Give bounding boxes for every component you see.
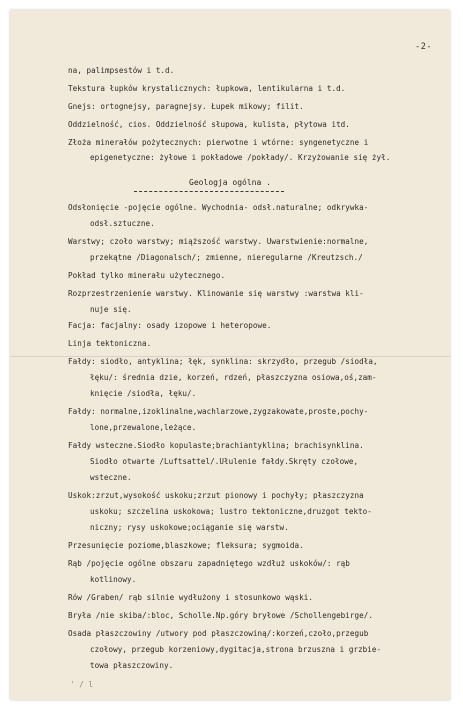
text-line: Rąb /pojęcie ogólne obszaru zapadniętego wzdłuż uskoków/: rąb (68, 559, 350, 568)
text-line: Bryła /nie skiba/:bloc, Scholle.Np.góry bryłowe /Schollengebirge/. (68, 611, 374, 620)
text-line: Pokład tylko minerału użytecznego. (68, 271, 226, 280)
text-line: Tekstura łupków krystalicznych: łupkowa, lentikularna i t.d. (68, 84, 346, 93)
text-line: czołowy, przegub korzeniowy,dygitacja,strona brzuszna i grzbie- (90, 645, 382, 654)
text-line: Odsłonięcie -pojęcie ogólne. Wychodnia- odsł.naturalne; odkrywka- (68, 203, 369, 212)
text-line: Uskok:zrzut,wysokość uskoku;zrzut pionowy i pochyły; płaszczyzna (68, 491, 364, 500)
footer-mark: ' / l (70, 680, 94, 689)
text-line: na, palimpsestów i t.d. (68, 66, 175, 75)
text-line: Rozprzestrzenienie warstwy. Klinowanie się warstwy :warstwa kli- (68, 289, 364, 298)
text-line: nuje się. (90, 305, 132, 314)
text-line: łęku/: średnia dzie, korzeń, rdzeń, płaszczyzna osiowa,oś,zam- (90, 373, 377, 382)
page-number: -2- (415, 42, 432, 52)
text-line: lone,przewalone,leżące. (90, 423, 197, 432)
section-title: Geologja ogólna . (189, 178, 271, 187)
document-page (10, 10, 450, 700)
text-line: Siodło otwarte /Luftsattel/.Ułulenie fałdy.Skręty czołowe, (90, 457, 359, 466)
text-line: Warstwy; czoło warstwy; miąższość warstwy. Uwarstwienie:normalne, (68, 237, 369, 246)
text-line: wsteczne. (90, 473, 132, 482)
text-line: Fałdy wsteczne.Siodło kopulaste;brachiantyklina; brachisynklina. (68, 441, 364, 450)
text-line: Facja: facjalny: osady izopowe i heteropowe. (68, 321, 272, 330)
text-line: Złoża minerałów pożytecznych: pierwotne i wtórne: syngenetyczne i (68, 138, 369, 147)
text-line: Rów /Graben/ rąb silnie wydłużony i stosunkowo wąski. (68, 593, 313, 602)
text-line: przekątne /Diagonalsch/; zmienne, nieregularne /Kreutzsch./ (90, 253, 363, 262)
text-line: knięcie /siodła, łęku/. (90, 389, 197, 398)
text-line: Linja tektoniczna. (68, 339, 152, 348)
text-line: Fałdy: normalne,izoklinalne,wachlarzowe,zygzakowate,proste,pochy- (68, 407, 369, 416)
text-line: uskoku; szczelina uskokowa; lustro tektoniczne,druzgot tekto- (90, 507, 372, 516)
text-line: kotlinowy. (90, 575, 137, 584)
text-line: niczny; rysy uskokowe;ociąganie się warstw. (90, 523, 289, 532)
text-line: Oddzielność, cios. Oddzielność słupowa, kulista, płytowa itd. (68, 120, 350, 129)
text-line: Fałdy: siodło, antyklina; łęk, synklina: skrzydło, przegub /siodła, (68, 357, 378, 366)
text-line: Gnejs: ortognejsy, paragnejsy. Łupek mikowy; filit. (68, 102, 304, 111)
text-line: odsł.sztuczne. (90, 219, 155, 228)
text-line: Przesunięcie poziome,blaszkowe; fleksura; sygmoida. (68, 541, 304, 550)
title-underline (134, 191, 284, 192)
text-line: towa płaszczowiny. (90, 661, 174, 670)
text-line: epigenetyczne: żyłowe i pokładowe /pokłady/. Krzyżowanie się żył. (90, 153, 391, 162)
text-line: Osada płaszczowiny /utwory pod płaszczowiną/:korzeń,czoło,przegub (68, 629, 369, 638)
